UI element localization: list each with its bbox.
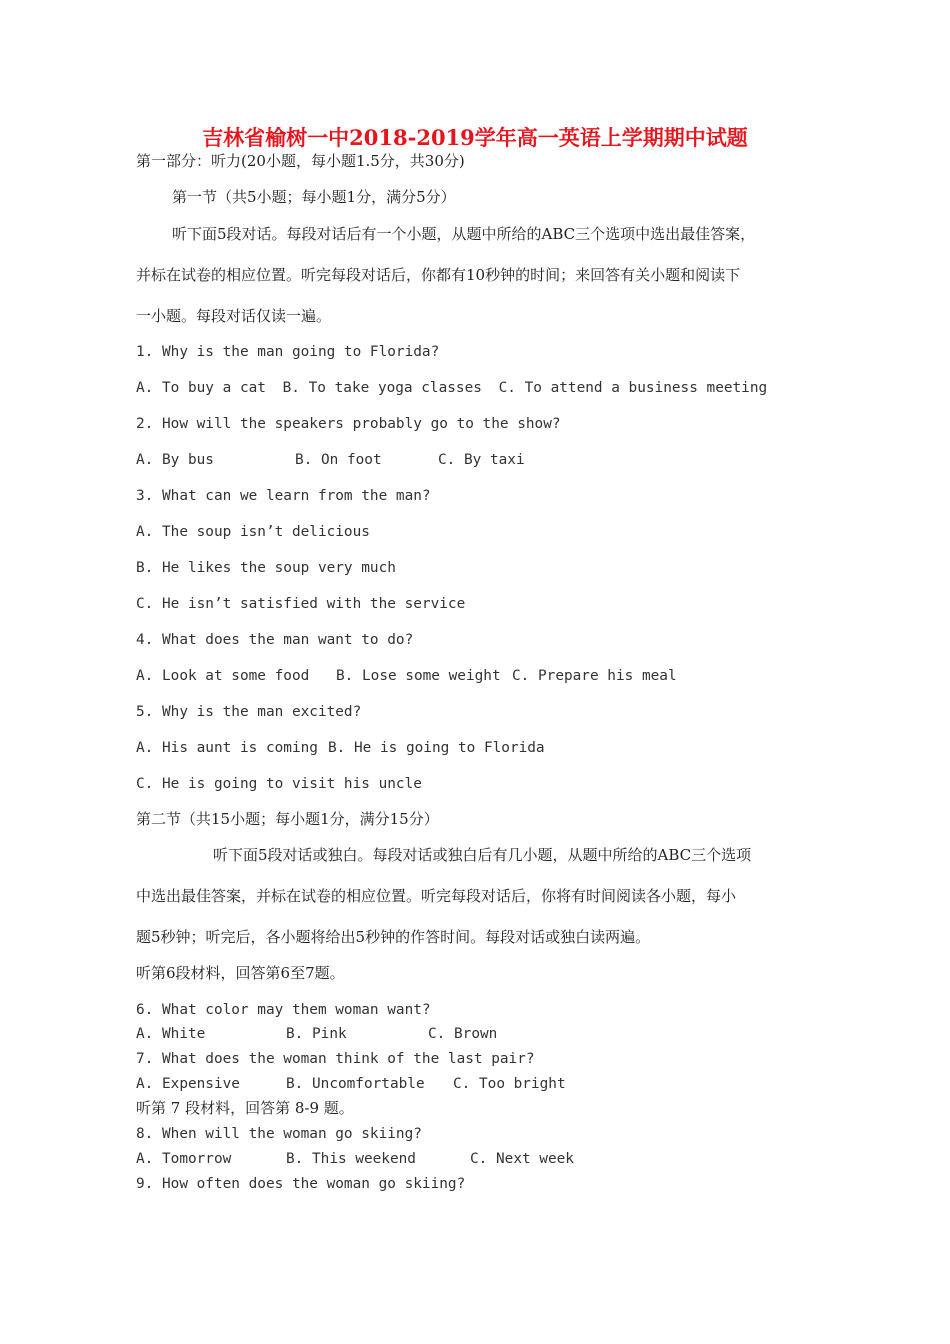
question-8-options xyxy=(136,1149,574,1169)
question-6-options xyxy=(136,1024,497,1044)
question-6: 6. What color may them woman want? xyxy=(136,1002,431,1018)
question-3-option-a: A. The soup isn’t delicious xyxy=(136,524,370,540)
option-a: A. White xyxy=(136,1026,206,1042)
material-6-heading: 听第6段材料，回答第6至7题。 xyxy=(136,964,345,982)
question-3: 3. What can we learn from the man? xyxy=(136,488,431,504)
question-3-option-b: B. He likes the soup very much xyxy=(136,560,396,576)
material-7-heading: 听第 7 段材料，回答第 8-9 题。 xyxy=(136,1099,354,1117)
option-a: A. His aunt is coming xyxy=(136,740,318,756)
question-2: 2. How will the speakers probably go to the show? xyxy=(136,416,561,432)
section-one-instructions: 一小题。每段对话仅读一遍。 xyxy=(136,307,332,325)
question-1-options xyxy=(136,378,767,398)
question-4: 4. What does the man want to do? xyxy=(136,632,414,648)
section-two-instructions: 题5秒钟；听完后，各小题将给出5秒钟的作答时间。每段对话或独白读两遍。 xyxy=(136,928,651,946)
question-5-options xyxy=(136,738,545,758)
option-c: C. To attend a business meeting xyxy=(498,380,768,396)
option-a: A. Look at some food xyxy=(136,668,310,684)
option-a: A. Tomorrow xyxy=(136,1151,232,1167)
option-c: C. Prepare his meal xyxy=(512,668,677,684)
option-c: C. Too bright xyxy=(453,1076,566,1092)
option-b: B. Uncomfortable xyxy=(286,1076,425,1092)
option-a: A. By bus xyxy=(136,452,214,468)
option-b: B. Lose some weight xyxy=(336,668,501,684)
section-one-heading: 第一节（共5小题；每小题1分，满分5分） xyxy=(172,188,456,206)
option-b: B. Pink xyxy=(286,1026,347,1042)
question-8: 8. When will the woman go skiing? xyxy=(136,1126,422,1142)
question-1: 1. Why is the man going to Florida? xyxy=(136,344,440,360)
exam-title: 吉林省榆树一中2018-2019学年高一英语上学期期中试题 xyxy=(202,125,748,150)
option-b: B. To take yoga classes xyxy=(282,380,482,396)
option-c: C. By taxi xyxy=(438,452,525,468)
option-a: A. Expensive xyxy=(136,1076,240,1092)
section-one-instructions: 并标在试卷的相应位置。听完每段对话后，你都有10秒钟的时间；来回答有关小题和阅读下 xyxy=(136,266,741,284)
option-b: B. He is going to Florida xyxy=(328,740,545,756)
option-c: C. Brown xyxy=(428,1026,498,1042)
part-one-heading: 第一部分：听力(20小题，每小题1.5分，共30分) xyxy=(136,152,465,170)
question-7: 7. What does the woman think of the last pair? xyxy=(136,1051,535,1067)
option-b: B. On foot xyxy=(295,452,382,468)
section-two-heading: 第二节（共15小题；每小题1分，满分15分） xyxy=(136,810,439,828)
option-c: C. Next week xyxy=(470,1151,574,1167)
question-2-options xyxy=(136,450,525,470)
question-3-option-c: C. He isn’t satisfied with the service xyxy=(136,596,466,612)
section-one-instructions: 听下面5段对话。每段对话后有一个小题，从题中所给的ABC三个选项中选出最佳答案， xyxy=(172,225,756,243)
question-5: 5. Why is the man excited? xyxy=(136,704,362,720)
question-4-options xyxy=(136,666,677,686)
option-b: B. This weekend xyxy=(286,1151,416,1167)
option-a: A. To buy a cat xyxy=(136,380,266,396)
section-two-instructions: 听下面5段对话或独白。每段对话或独白后有几小题，从题中所给的ABC三个选项 xyxy=(213,846,752,864)
question-9: 9. How often does the woman go skiing? xyxy=(136,1176,466,1192)
section-two-instructions: 中选出最佳答案，并标在试卷的相应位置。听完每段对话后，你将有时间阅读各小题，每小 xyxy=(136,887,737,905)
question-5-option-c: C. He is going to visit his uncle xyxy=(136,776,422,792)
question-7-options xyxy=(136,1074,566,1094)
